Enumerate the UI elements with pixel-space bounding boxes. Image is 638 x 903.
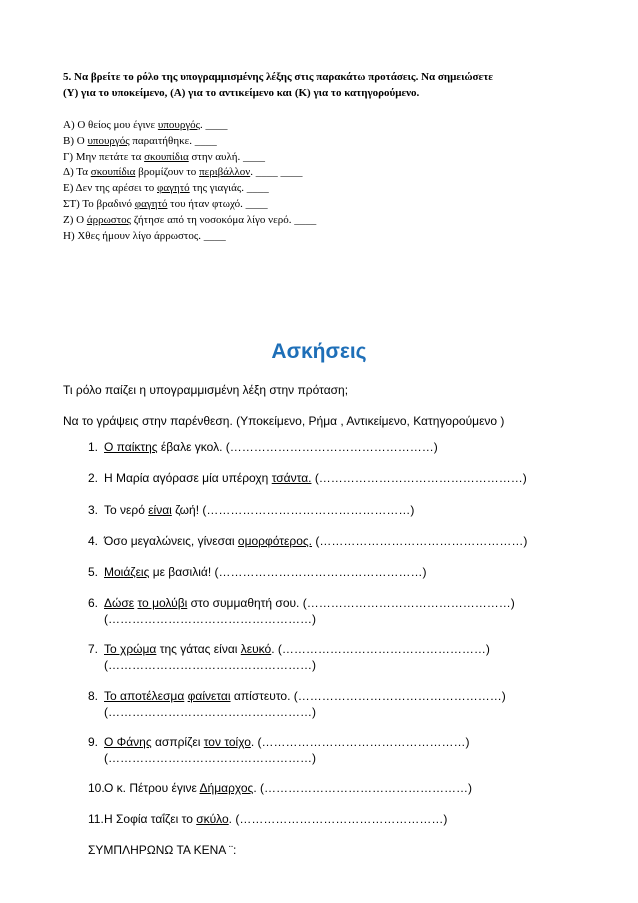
underlined-word: Ο παίκτης <box>104 440 158 454</box>
exercise-6: 6. Δώσε το μολύβι στο συμμαθητή σου. (……………………………………………) <box>88 596 515 610</box>
exercise-9: 9. Ο Φάνης ασπρίζει τον τοίχο. (……………………………………………) <box>88 735 470 749</box>
underlined-word: σκουπίδια <box>144 150 189 163</box>
underlined-word: φαίνεται <box>187 689 231 703</box>
underlined-word: τον τοίχο <box>203 735 251 749</box>
exercise-11: 11.Η Σοφία ταΐζει το σκύλο. (……………………………………………) <box>88 812 448 826</box>
answer-blank[interactable]: (……………………………………………) <box>104 612 316 626</box>
answer-blank[interactable]: (……………………………………………) <box>225 440 438 454</box>
underlined-word: φαγητό <box>134 197 168 210</box>
answer-blank[interactable]: (……………………………………………) <box>257 735 470 749</box>
underlined-word: σκύλο <box>196 812 229 826</box>
section-heading: Ασκήσεις <box>271 340 367 363</box>
answer-blank[interactable]: (……………………………………………) <box>202 503 415 517</box>
underlined-word: Δήμαρχος <box>199 781 254 795</box>
underlined-word: Το χρώμα <box>104 642 157 656</box>
instruction-line-1: 5. Να βρείτε το ρόλο της υπογραμμισμένης λέξης στις παρακάτω προτάσεις. Να σημειώσετε <box>63 71 493 83</box>
exercise-5: 5. Μοιάζεις με βασιλιά! (……………………………………………) <box>88 565 427 579</box>
underlined-word: Το αποτέλεσμα <box>104 689 185 703</box>
underlined-word: Μοιάζεις <box>104 565 150 579</box>
underlined-word: άρρωστος <box>86 213 132 226</box>
exercise-3: 3. Το νερό είναι ζωή! (……………………………………………) <box>88 503 415 517</box>
answer-blank[interactable]: (……………………………………………) <box>260 781 473 795</box>
answer-blank[interactable]: (……………………………………………) <box>104 705 316 719</box>
underlined-word: τσάντα. <box>271 471 312 485</box>
instruction-text: Να το γράψεις στην παρένθεση. (Υποκείμενο, Ρήμα , Αντικείμενο, Κατηγορούμενο ) <box>63 414 505 428</box>
answer-blank[interactable]: (……………………………………………) <box>235 812 448 826</box>
sentence-h: Η) Χθες ήμουν λίγο άρρωστος. ____ <box>63 229 226 242</box>
underlined-word: σκουπίδια <box>90 166 136 179</box>
exercise-8: 8. Το αποτέλεσμα φαίνεται απίστευτο. (……………………………………………) <box>88 689 506 703</box>
exercise-10: 10.Ο κ. Πέτρου έγινε Δήμαρχος. (……………………………………………) <box>88 781 473 795</box>
sentence-a: Α) Ο θείος μου έγινε υπουργός. ____ <box>63 119 228 131</box>
exercise-4: 4. Όσο μεγαλώνεις, γίνεσαι ομορφότερος. (……………………………………………) <box>88 534 528 548</box>
sentence-d: Δ) Τα σκουπίδια βρομίζουν το περιβάλλον. ____ ____ <box>63 166 303 179</box>
answer-blank[interactable]: (……………………………………………) <box>315 534 528 548</box>
underlined-word: υπουργός <box>157 119 201 131</box>
answer-blank[interactable]: (……………………………………………) <box>314 471 527 485</box>
underlined-word: περιβάλλον <box>199 166 251 179</box>
sentence-list <box>63 117 316 243</box>
answer-blank[interactable]: (……………………………………………) <box>293 689 506 703</box>
answer-blank[interactable]: (……………………………………………) <box>104 658 316 672</box>
sentence-e: Ε) Δεν της αρέσει το φαγητό της γιαγιάς. ____ <box>63 182 269 195</box>
sentence-g: Ζ) Ο άρρωστος ζήτησε από τη νοσοκόμα λίγο νερό. ____ <box>63 213 317 226</box>
fill-blanks-heading: ΣΥΜΠΛΗΡΩΝΩ ΤΑ ΚΕΝΑ ¨: <box>88 843 237 857</box>
underlined-word: φαγητό <box>157 182 190 195</box>
sentence-c: Γ) Μην πετάτε τα σκουπίδια στην αυλή. ____ <box>63 150 265 163</box>
exercise-5-instructions <box>63 69 593 101</box>
underlined-word: Ο Φάνης <box>104 735 152 749</box>
answer-blank[interactable]: (……………………………………………) <box>104 751 316 765</box>
sentence-f: ΣΤ) Το βραδινό φαγητό του ήταν φτωχό. ____ <box>63 197 268 210</box>
exercise-7: 7. Το χρώμα της γάτας είναι λευκό. (……………………………………………) <box>88 642 490 656</box>
question-text: Τι ρόλο παίζει η υπογραμμισμένη λέξη στην πρόταση; <box>63 383 349 397</box>
answer-blank[interactable]: (……………………………………………) <box>214 565 427 579</box>
sentence-b: Β) Ο υπουργός παραιτήθηκε. ____ <box>63 134 217 147</box>
instruction-line-2: (Υ) για το υποκείμενο, (Α) για το αντικείμενο και (Κ) για το κατηγορούμενο. <box>63 87 420 99</box>
exercise-2: 2. Η Μαρία αγόρασε μία υπέροχη τσάντα. (……………………………………………) <box>88 471 527 485</box>
exercise-1: 1. Ο παίκτης έβαλε γκολ. (……………………………………………) <box>88 440 438 454</box>
underlined-word: Δώσε <box>104 596 135 610</box>
underlined-word: ομορφότερος. <box>237 534 313 548</box>
underlined-word: είναι <box>148 503 172 517</box>
underlined-word: λευκό <box>240 642 272 656</box>
answer-blank[interactable]: (……………………………………………) <box>277 642 490 656</box>
underlined-word: το μολύβι <box>137 596 188 610</box>
answer-blank[interactable]: (……………………………………………) <box>302 596 515 610</box>
underlined-word: υπουργός <box>87 134 130 147</box>
